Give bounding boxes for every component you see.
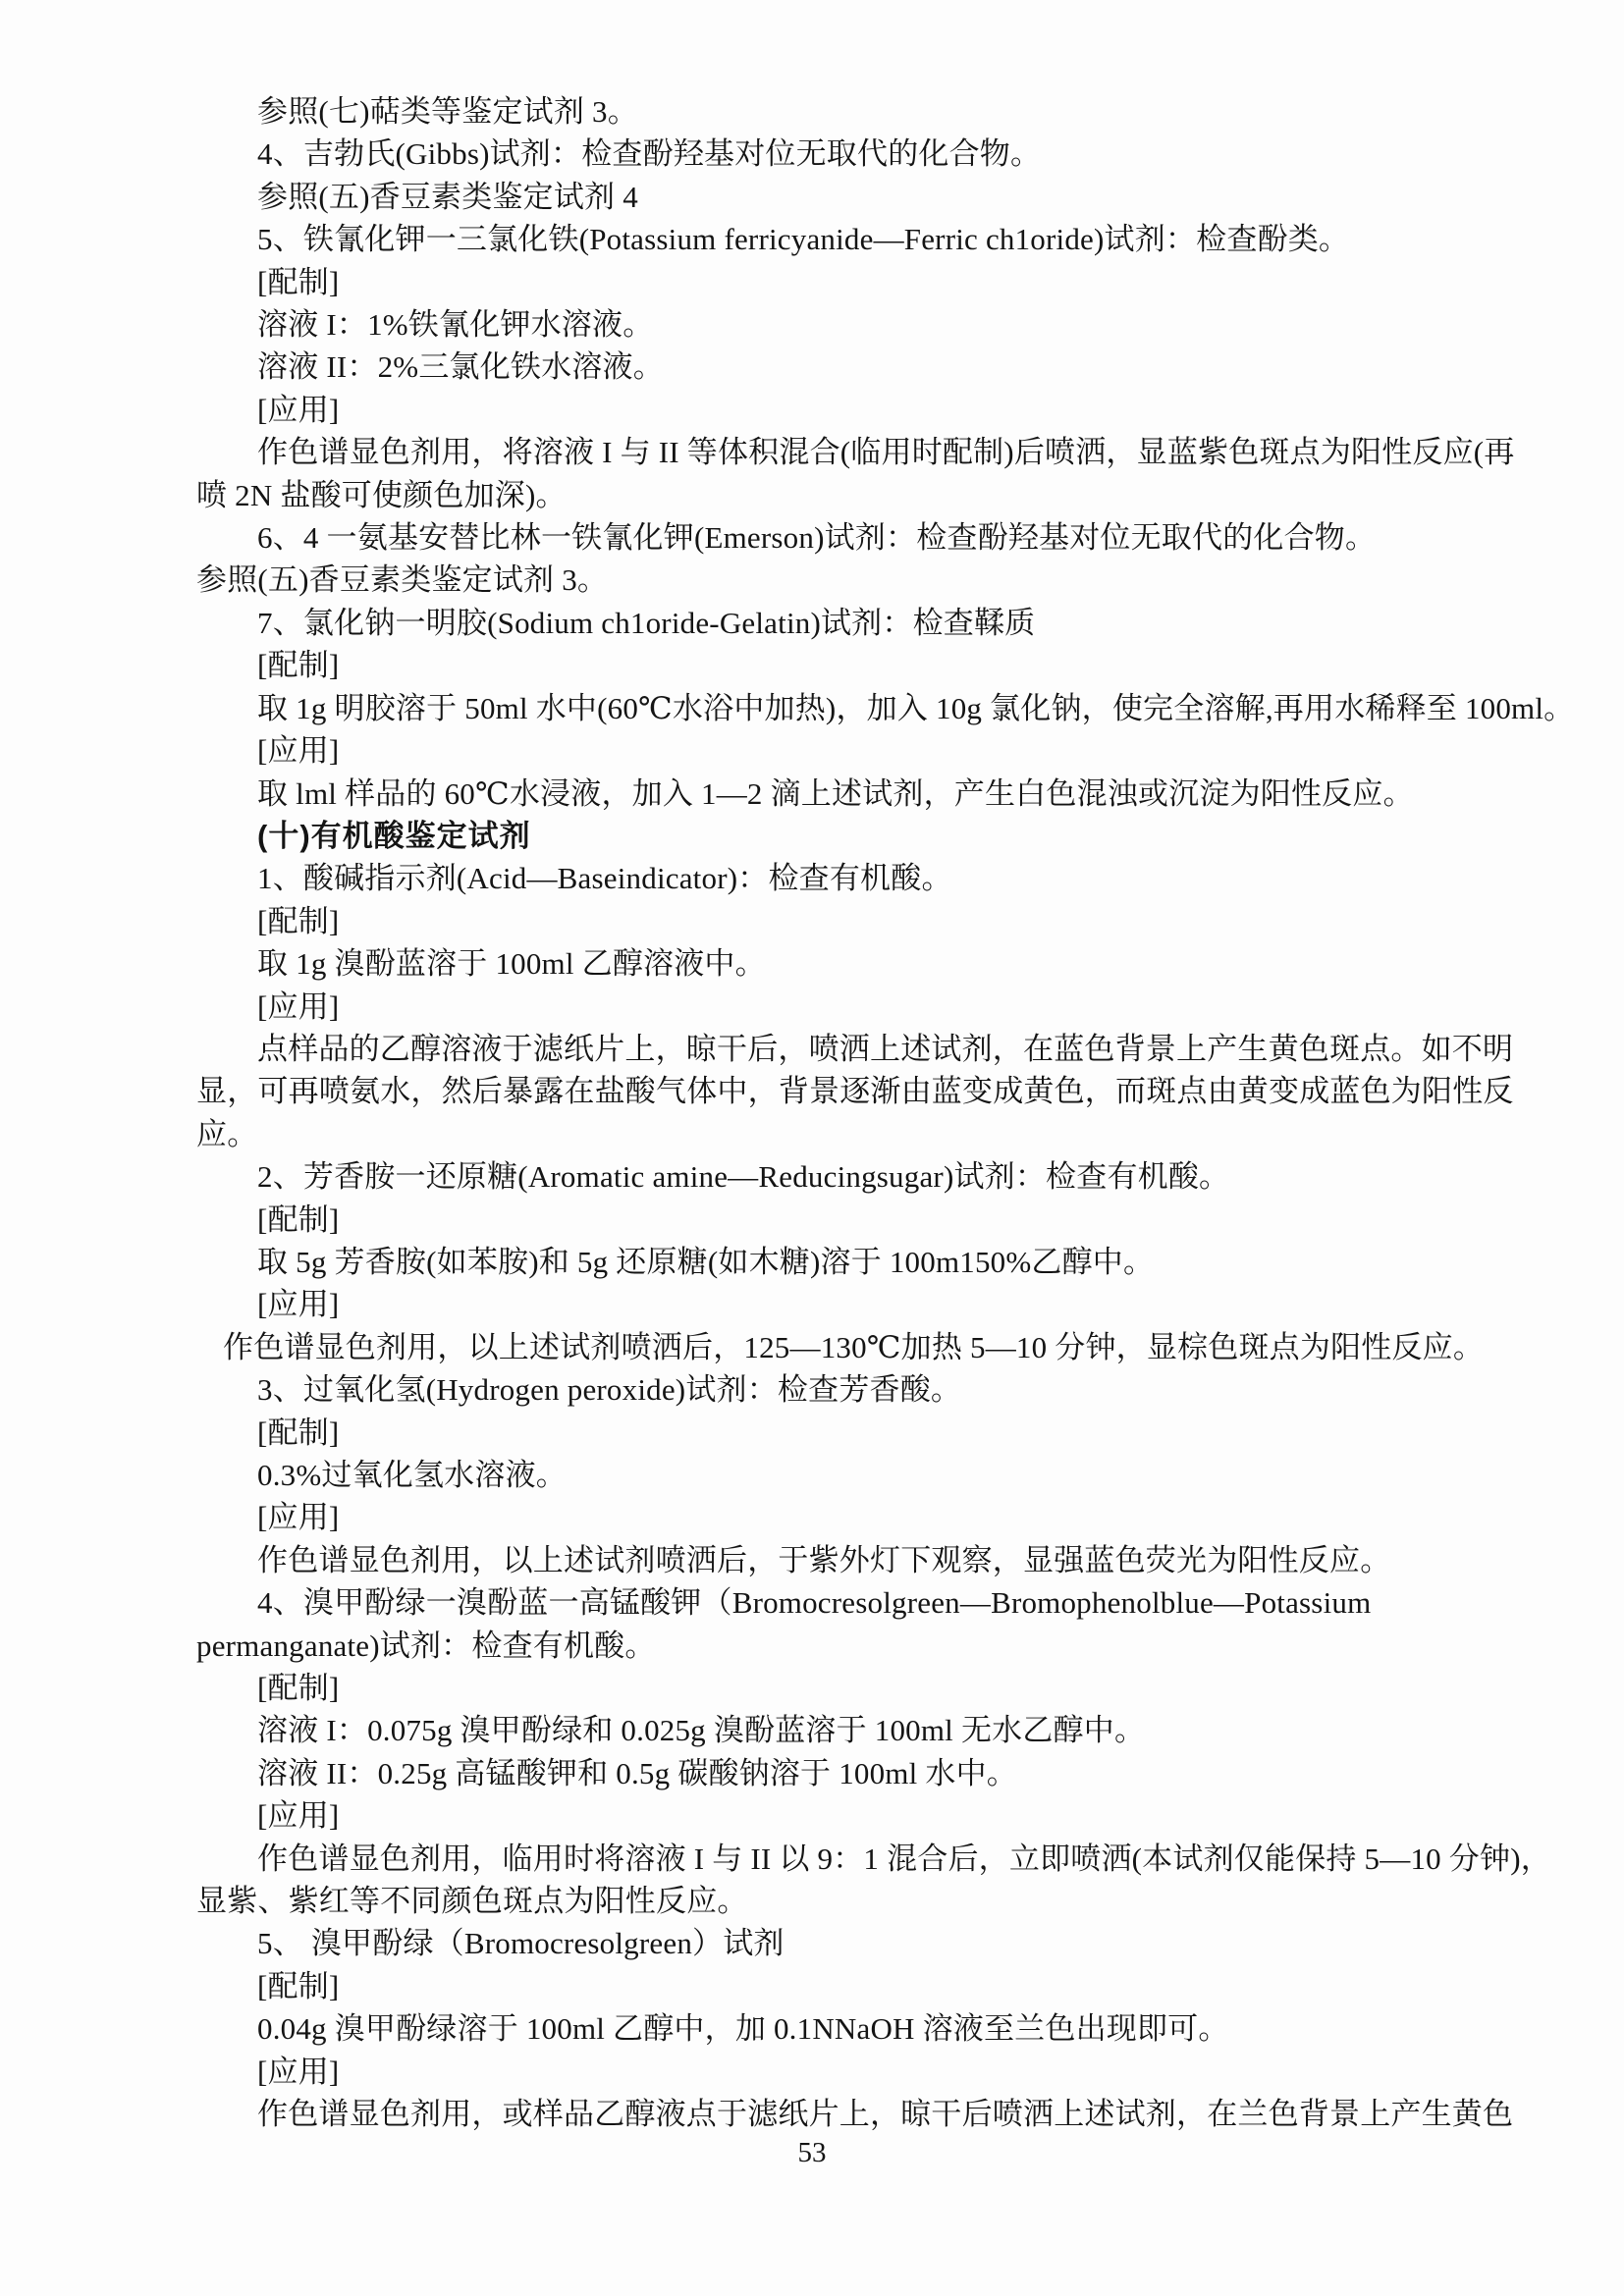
text-line: permanganate)试剂：检查有机酸。 — [196, 1628, 656, 1663]
document-lines — [196, 90, 1575, 2136]
text-line: 6、4 一氨基安替比林一铁氰化钾(Emerson)试剂：检查酚羟基对位无取代的化合物。 — [257, 520, 1377, 556]
text-line: [应用] — [257, 392, 340, 427]
text-line: 显，可再喷氨水，然后暴露在盐酸气体中，背景逐渐由蓝变成黄色，而斑点由黄变成蓝色为阳性反 — [196, 1074, 1514, 1109]
text-line: 溶液 I：1%铁氰化钾水溶液。 — [257, 307, 654, 343]
text-line: 1、酸碱指示剂(Acid—Baseindicator)：检查有机酸。 — [257, 861, 952, 896]
text-line: 作色谱显色剂用，以上述试剂喷洒后，于紫外灯下观察，显强蓝色荧光为阳性反应。 — [257, 1542, 1391, 1577]
text-line: [应用] — [257, 2054, 340, 2089]
text-line: 喷 2N 盐酸可使颜色加深)。 — [196, 477, 567, 512]
text-line: 3、过氧化氢(Hydrogen peroxide)试剂：检查芳香酸。 — [257, 1372, 962, 1408]
text-line: 4、溴甲酚绿一溴酚蓝一高锰酸钾（Bromocresolgreen—Bromophenolblue—Potassium — [257, 1585, 1372, 1621]
text-line: 参照(七)萜类等鉴定试剂 3。 — [257, 94, 638, 129]
text-line: 作色谱显色剂用，临用时将溶液 I 与 II 以 9：1 混合后，立即喷洒(本试剂仅能保持 5—10 分钟)， — [257, 1841, 1551, 1876]
text-line: 0.04g 溴甲酚绿溶于 100ml 乙醇中，加 0.1NNaOH 溶液至兰色出现即可。 — [257, 2011, 1229, 2047]
section-heading: (十)有机酸鉴定试剂 — [257, 818, 531, 853]
text-line: [配制] — [257, 1671, 340, 1706]
text-line: 0.3%过氧化氢水溶液。 — [257, 1458, 567, 1492]
text-line: 点样品的乙醇溶液于滤纸片上，晾干后，喷洒上述试剂，在蓝色背景上产生黄色斑点。如不明 — [257, 1031, 1514, 1066]
text-line: [应用] — [257, 1798, 340, 1834]
text-line: 参照(五)香豆素类鉴定试剂 4 — [257, 179, 638, 214]
text-line: [应用] — [257, 988, 340, 1024]
text-line: [配制] — [257, 1415, 340, 1450]
text-line: 参照(五)香豆素类鉴定试剂 3。 — [196, 562, 609, 598]
text-line: 取 1g 明胶溶于 50ml 水中(60℃水浴中加热)，加入 10g 氯化钠，使完全溶解,再用水稀释至 100ml。 — [257, 690, 1575, 725]
text-line: 5、 溴甲酚绿（Bromocresolgreen）试剂 — [257, 1926, 785, 1961]
text-line: 溶液 II：0.25g 高锰酸钾和 0.5g 碳酸钠溶于 100ml 水中。 — [257, 1755, 1017, 1790]
text-line: 取 5g 芳香胺(如苯胺)和 5g 还原糖(如木糖)溶于 100m150%乙醇中。 — [257, 1244, 1155, 1279]
text-line: 5、铁氰化钾一三氯化铁(Potassium ferricyanide—Ferric ch1oride)试剂：检查酚类。 — [257, 222, 1350, 257]
text-line: [应用] — [257, 733, 340, 769]
text-line: 4、吉勃氏(Gibbs)试剂：检查酚羟基对位无取代的化合物。 — [257, 136, 1042, 172]
text-line: 7、氯化钠一明胶(Sodium ch1oride-Gelatin)试剂：检查鞣质 — [257, 605, 1036, 640]
text-line: 应。 — [196, 1116, 258, 1151]
text-line: [配制] — [257, 903, 340, 938]
text-line: [配制] — [257, 1201, 340, 1237]
text-line: [配制] — [257, 648, 340, 683]
page-number: 53 — [797, 2137, 827, 2168]
text-line: 显紫、紫红等不同颜色斑点为阳性反应。 — [196, 1884, 748, 1919]
text-line: 取 1g 溴酚蓝溶于 100ml 乙醇溶液中。 — [257, 946, 766, 982]
text-line: [应用] — [257, 1500, 340, 1535]
text-line: [应用] — [257, 1287, 340, 1322]
text-line: [配制] — [257, 264, 340, 299]
text-line: 作色谱显色剂用，或样品乙醇液点于滤纸片上，晾干后喷洒上述试剂，在兰色背景上产生黄色 — [257, 2097, 1514, 2132]
text-line: 溶液 I：0.075g 溴甲酚绿和 0.025g 溴酚蓝溶于 100ml 无水乙醇中。 — [257, 1713, 1146, 1748]
text-line: 作色谱显色剂用，将溶液 I 与 II 等体积混合(临用时配制)后喷洒，显蓝紫色斑点为阳性反应(再 — [257, 435, 1515, 470]
text-line: [配制] — [257, 1968, 340, 2003]
text-line: 溶液 II：2%三氯化铁水溶液。 — [257, 349, 664, 385]
text-line: 2、芳香胺一还原糖(Aromatic amine—Reducingsugar)试剂：检查有机酸。 — [257, 1159, 1230, 1195]
text-line: 取 lml 样品的 60℃水浸液，加入 1—2 滴上述试剂，产生白色混浊或沉淀为阳性反应。 — [257, 775, 1414, 811]
text-line: 作色谱显色剂用，以上述试剂喷洒后，125—130℃加热 5—10 分钟，显棕色斑点为阳性反应。 — [223, 1329, 1485, 1364]
